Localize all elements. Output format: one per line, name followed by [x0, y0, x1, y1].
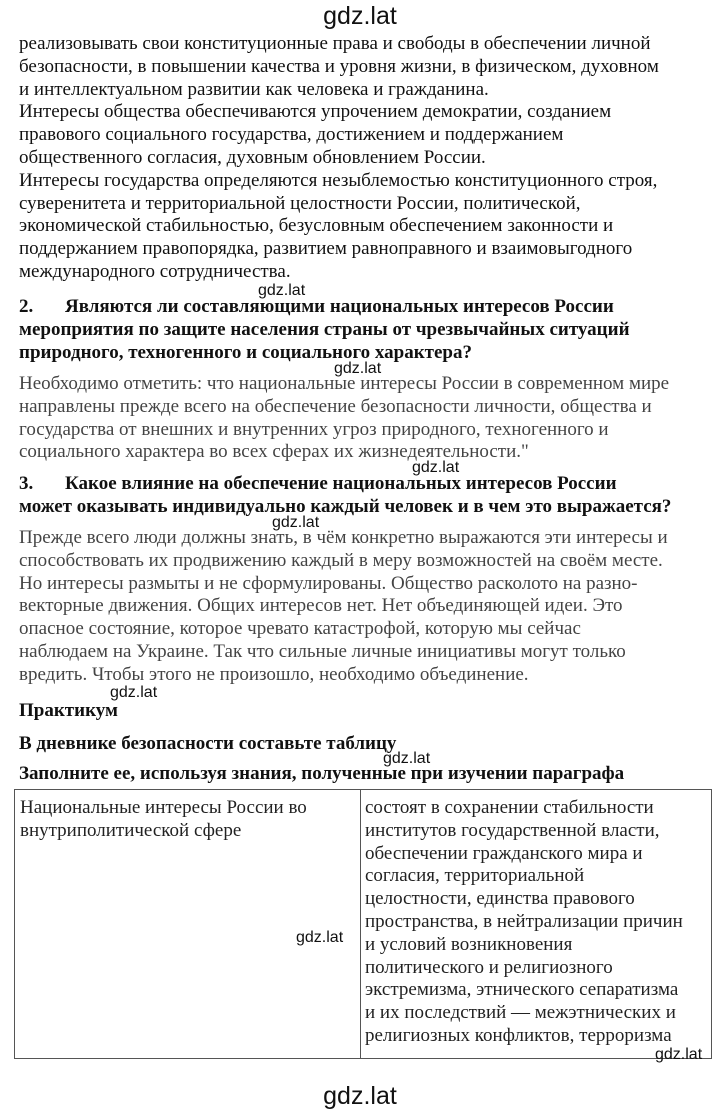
text-line: векторные движения. Общих интересов нет. Нет объединяющей идеи. Это [19, 595, 623, 617]
watermark: gdz.lat [655, 1046, 703, 1063]
text-line: экономической стабильностью, безусловным обеспечением законности и [19, 215, 614, 237]
text-line: целостности, единства правового [365, 888, 635, 910]
text-line: поддержанием правопорядка, развитием равноправного и взаимовыгодного [19, 238, 633, 260]
watermark: gdz.lat [272, 514, 320, 531]
text-line: безопасности, в повышении качества и уровня жизни, в физическом, духовном [19, 55, 659, 77]
text-line: правового социального государства, достижением и поддержанием [19, 124, 564, 146]
text-line: направлены прежде всего на обеспечение безопасности личности, общества и [19, 395, 652, 417]
watermark-top: gdz.lat [323, 2, 397, 30]
practicum-task-1: В дневнике безопасности составьте таблицу [19, 733, 397, 754]
watermark-bottom: gdz.lat [323, 1082, 397, 1110]
text-line: государства от внешних и внутренних угроз природного, техногенного и [19, 418, 609, 440]
text-line: экстремизма, этнического сепаратизма [365, 979, 679, 1001]
question-text: мероприятия по защите населения страны от чрезвычайных ситуаций [19, 318, 630, 340]
watermark: gdz.lat [110, 684, 158, 701]
question-text: Являются ли составляющими национальных интересов России [65, 296, 614, 317]
watermark: gdz.lat [296, 929, 344, 946]
text-line: Но интересы размыты и не сформулированы. Общество расколото на разно- [19, 572, 638, 594]
text-line: Национальные интересы России во [20, 797, 307, 818]
text-line: религиозных конфликтов, терроризма [365, 1024, 672, 1046]
practicum-title: Практикум [19, 700, 118, 721]
security-table [14, 789, 712, 1059]
watermark: gdz.lat [258, 282, 306, 299]
text-line: обеспечении гражданского мира и [365, 842, 643, 864]
text-line: реализовывать свои конституционные права и свободы в обеспечении личной [19, 33, 651, 54]
text-line: вредить. Чтобы этого не произошло, необходимо объединение. [19, 663, 529, 685]
text-line: общественного согласия, духовным обновлением России. [19, 146, 486, 168]
text-line: суверенитета и территориальной целостности России, политической, [19, 192, 581, 214]
practicum-task-2: Заполните ее, используя знания, полученные при изучении параграфа [19, 763, 625, 784]
text-line: согласия, территориальной [365, 865, 585, 887]
text-line: Интересы государства определяются незыблемостью конституционного строя, [19, 169, 658, 191]
text-line: и интеллектуальном развитии как человека и гражданина. [19, 78, 489, 100]
question-number: 3. [19, 473, 34, 494]
watermark: gdz.lat [383, 750, 431, 767]
question-text: может оказывать индивидуально каждый человек и в чем это выражается? [19, 495, 672, 517]
text-line: опасное состояние, которое чревато катастрофой, которую мы сейчас [19, 618, 581, 640]
text-line: и их последствий — межэтнических и [365, 1002, 676, 1024]
text-line: наблюдаем на Украине. Так что сильные личные инициативы могут только [19, 640, 626, 662]
text-line: политического и религиозного [365, 956, 613, 978]
watermark: gdz.lat [334, 360, 382, 377]
answer-2 [19, 373, 709, 464]
text-line: международного сотрудничества. [19, 260, 291, 282]
text-line: Интересы общества обеспечиваются упрочением демократии, созданием [19, 101, 612, 123]
text-line: внутриполитической сфере [20, 819, 242, 841]
question-text: Какое влияние на обеспечение национальных интересов России [65, 473, 617, 494]
table-divider [360, 790, 361, 1058]
text-line: Прежде всего люди должны знать, в чём конкретно выражаются эти интересы и [19, 527, 668, 548]
text-line: институтов государственной власти, [365, 819, 660, 841]
question-2 [19, 296, 709, 364]
table-cell-right [365, 797, 683, 1048]
text-line: социального характера во всех сферах их жизнедеятельности." [19, 441, 529, 463]
text-line: и условий возникновения [365, 933, 573, 955]
text-line: способствовать их продвижению каждый в меру возможностей на своём месте. [19, 549, 663, 571]
table-cell-left [20, 797, 307, 843]
question-text: природного, техногенного и социального характера? [19, 341, 472, 363]
question-number: 2. [19, 296, 34, 317]
text-line: Необходимо отметить: что национальные интересы России в современном мире [19, 373, 670, 394]
text-line: состоят в сохранении стабильности [365, 797, 654, 818]
answer-3 [19, 527, 709, 687]
intro-paragraph [19, 33, 709, 284]
text-line: пространства, в нейтрализации причин [365, 910, 683, 932]
watermark: gdz.lat [412, 459, 460, 476]
question-3 [19, 473, 709, 519]
